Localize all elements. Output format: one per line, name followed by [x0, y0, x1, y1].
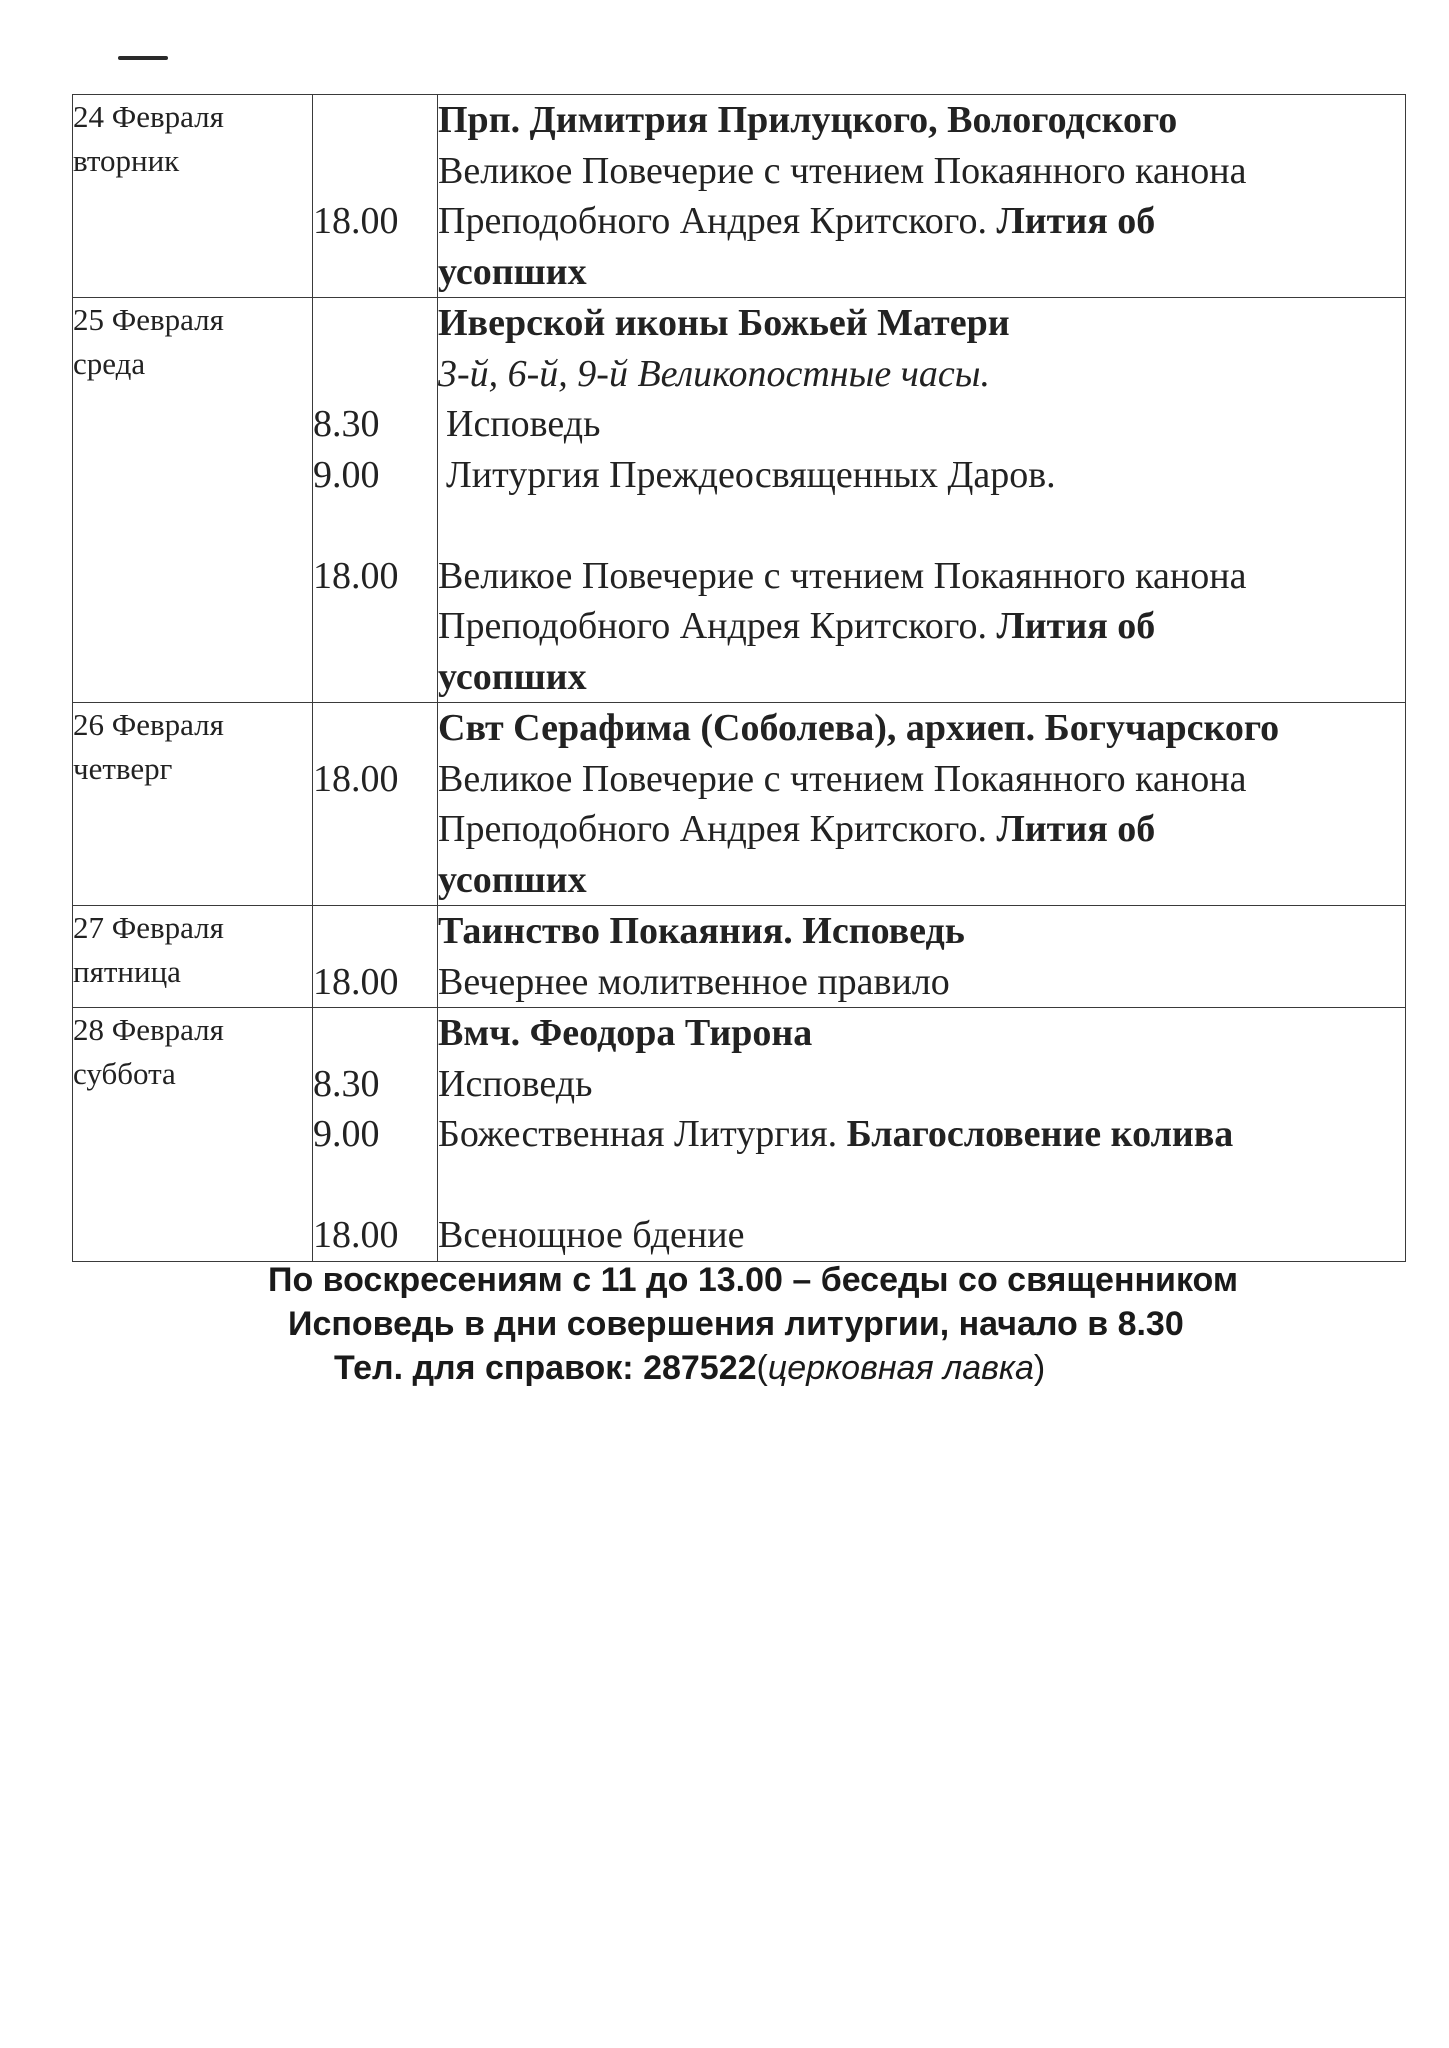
day-weekday: среда	[73, 346, 146, 381]
service-time	[313, 703, 437, 754]
service-time	[313, 1008, 437, 1059]
service-text	[438, 196, 1405, 247]
service-time	[313, 1160, 437, 1211]
service-time: 18.00	[313, 554, 399, 597]
service-text-main: Великое Повечерие с чтением Покаянного канона	[438, 149, 1247, 192]
day-weekday: четверг	[73, 751, 173, 786]
service-text	[438, 551, 1405, 602]
service-text	[438, 804, 1405, 855]
service-time: 18.00	[313, 1214, 399, 1256]
service-text	[438, 652, 1405, 703]
footer-conversations: По воскресениям с 11 до 13.00 – беседы со священником	[268, 1261, 1238, 1299]
service-time: 18.00	[313, 757, 399, 800]
feast-title	[438, 95, 1405, 146]
footer-phone	[334, 1346, 1045, 1390]
service-text-main: Божественная Литургия.	[438, 1113, 847, 1155]
service-time: 9.00	[313, 453, 380, 496]
service-text-main: Преподобного Андрея Критского.	[438, 605, 997, 647]
service-time: 8.30	[313, 403, 380, 445]
date-cell	[73, 95, 313, 298]
service-time	[313, 146, 437, 197]
service-time: 9.00	[313, 1113, 380, 1155]
time-cell	[313, 906, 438, 1008]
service-text	[438, 601, 1405, 652]
service-time	[313, 500, 437, 551]
service-text-main: Литургия Преждеосвященных Даров.	[446, 453, 1056, 496]
service-text-bold: Благословение колива	[846, 1113, 1234, 1155]
service-text-main: Свт Серафима (Соболева), архиеп. Богучарского	[438, 707, 1280, 749]
service-text	[438, 1109, 1405, 1160]
day-weekday: пятница	[73, 954, 181, 989]
time-cell	[313, 703, 438, 906]
service-text-main: Иверской иконы Божьей Матери	[438, 302, 1010, 344]
service-text	[438, 500, 1405, 551]
date-cell	[73, 703, 313, 906]
service-time	[313, 298, 437, 349]
footer-confession: Исповедь в дни совершения литургии, начало в 8.30	[288, 1305, 1184, 1343]
service-text	[438, 855, 1405, 906]
footer-phone-label: Тел. для справок: 287522	[334, 1349, 757, 1387]
schedule-row	[73, 298, 1406, 703]
feast-title	[438, 298, 1405, 349]
service-text-main: Великое Повечерие с чтением Покаянного канона	[438, 757, 1247, 800]
day-date: 24 Февраля	[73, 99, 224, 134]
service-text-bold: усопших	[438, 858, 587, 901]
description-cell	[438, 703, 1406, 906]
service-text	[438, 146, 1405, 197]
service-time: 18.00	[313, 200, 399, 242]
schedule-row	[73, 906, 1406, 1008]
service-text-bold: Лития об	[996, 200, 1156, 242]
feast-title	[438, 906, 1405, 957]
day-date: 25 Февраля	[73, 302, 224, 337]
time-cell	[313, 1008, 438, 1262]
footer-phone-open: (	[756, 1349, 768, 1387]
day-weekday: суббота	[73, 1056, 176, 1091]
date-cell	[73, 1008, 313, 1262]
service-time	[313, 349, 437, 400]
description-cell	[438, 1008, 1406, 1262]
service-time	[313, 95, 437, 146]
service-text	[438, 450, 1405, 501]
day-date: 26 Февраля	[73, 707, 224, 742]
schedule-row	[73, 1008, 1406, 1262]
time-cell	[313, 298, 438, 703]
service-time	[313, 804, 437, 855]
service-text	[438, 1210, 1405, 1261]
service-time	[313, 906, 437, 957]
time-cell	[313, 95, 438, 298]
date-cell	[73, 298, 313, 703]
service-text-main: 3-й, 6-й, 9-й Великопостные часы.	[438, 352, 990, 395]
service-text-main: Преподобного Андрея Критского.	[438, 808, 997, 850]
service-time	[313, 247, 437, 298]
service-text	[438, 349, 1405, 400]
service-text-bold: усопших	[438, 655, 587, 698]
feast-title	[438, 703, 1405, 754]
service-text-main: Исповедь	[446, 403, 601, 445]
service-text-main: Исповедь	[438, 1062, 593, 1105]
day-date: 27 Февраля	[73, 910, 224, 945]
service-text-main: Преподобного Андрея Критского.	[438, 200, 997, 242]
schedule-row	[73, 95, 1406, 298]
description-cell	[438, 298, 1406, 703]
service-time: 18.00	[313, 960, 399, 1003]
feast-title	[438, 1008, 1405, 1059]
service-text-main: Вечернее молитвенное правило	[438, 960, 950, 1003]
service-text-main: Таинство Покаяния. Исповедь	[438, 910, 965, 952]
service-text-bold: Лития об	[996, 605, 1156, 647]
footer-phone-shop: церковная лавка	[767, 1349, 1034, 1387]
service-time	[313, 855, 437, 906]
schedule-row	[73, 703, 1406, 906]
service-text-bold: усопших	[438, 250, 587, 293]
day-date: 28 Февраля	[73, 1012, 224, 1047]
service-text	[438, 957, 1405, 1008]
date-cell	[73, 906, 313, 1008]
service-text-main: Прп. Димитрия Прилуцкого, Вологодского	[438, 99, 1178, 141]
service-text	[438, 1059, 1405, 1110]
service-text	[438, 247, 1405, 298]
service-text-bold: Лития об	[996, 808, 1156, 850]
service-text	[438, 399, 1405, 450]
service-text	[438, 754, 1405, 805]
service-time: 8.30	[313, 1062, 380, 1105]
description-cell	[438, 95, 1406, 298]
service-text	[438, 1160, 1405, 1211]
footer-phone-close: )	[1033, 1349, 1046, 1387]
service-time	[313, 652, 437, 703]
service-text-main: Вмч. Феодора Тирона	[438, 1012, 813, 1054]
description-cell	[438, 906, 1406, 1008]
service-time	[313, 601, 437, 652]
service-text-main: Всенощное бдение	[438, 1214, 745, 1256]
service-text-main: Великое Повечерие с чтением Покаянного канона	[438, 554, 1247, 597]
schedule-body	[73, 95, 1406, 1262]
schedule-table	[72, 94, 1406, 1262]
day-weekday: вторник	[73, 143, 180, 178]
scan-mark	[118, 56, 168, 60]
